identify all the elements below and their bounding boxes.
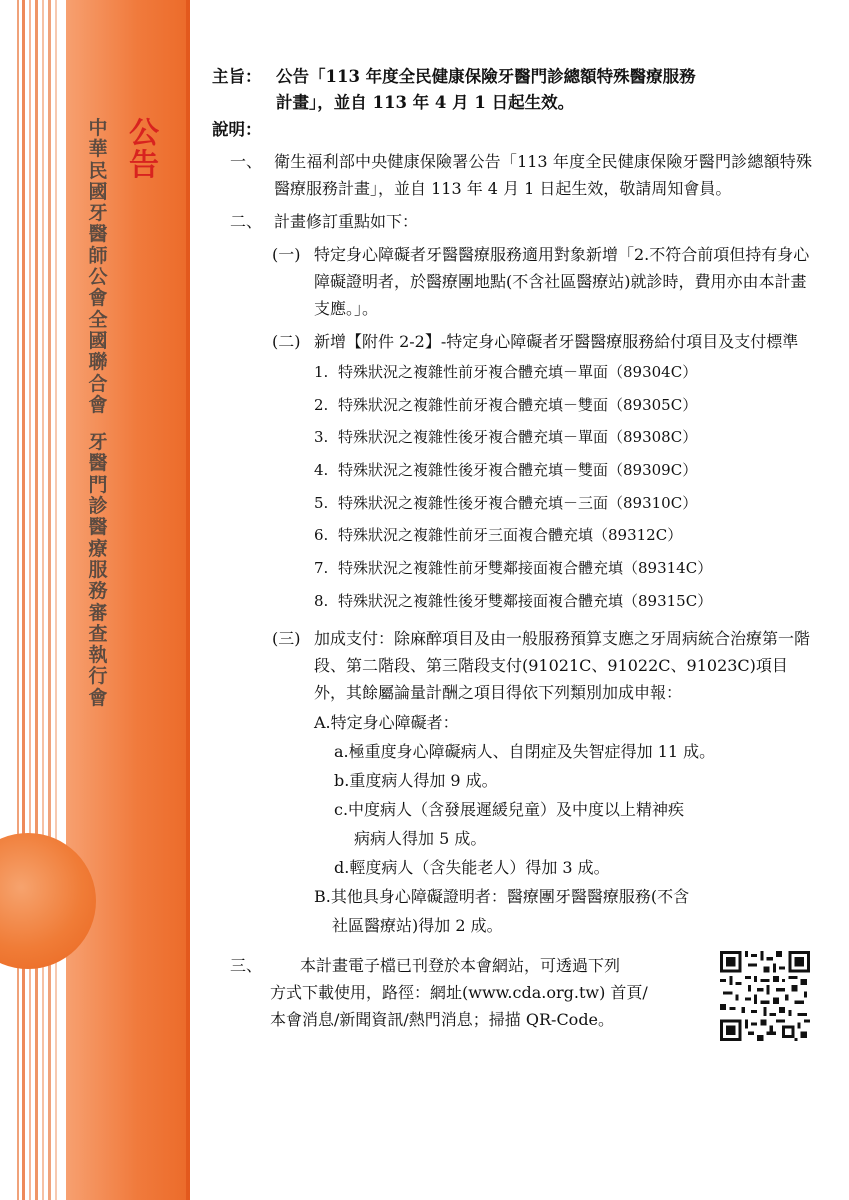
sub-item-2 [212,328,812,355]
list-item [314,422,812,455]
list-index: 7. [314,559,329,578]
notice-title [124,118,164,182]
list-text: 特殊狀況之複雜性後牙複合體充填－三面（89310C） [338,493,698,512]
list-index: 4. [314,461,329,480]
org-name-line2: 牙 醫 門 診 醫 療 服 務 審 查 執 行 會 [88,431,108,709]
sub-item-text: 加成支付：除麻醉項目及由一般服務預算支應之牙周病統合治療第一階段、第二階段、第三階段支付(91021C、91022C、91023C)項目外，其餘屬論量計酬之項目得依下列類別加成申報： [314,628,811,702]
category-a-item-d: d.輕度病人（含失能老人）得加 3 成。 [334,857,610,877]
list-item [314,357,812,390]
list-text: 特殊狀況之複雜性後牙複合體充填－單面（89308C） [338,428,698,447]
fee-code-list [212,357,812,619]
explanation-item-1 [212,148,812,202]
sub-item-text: 新增【附件 2-2】-特定身心障礙者牙醫醫療服務給付項目及支付標準 [314,332,799,351]
list-index: 8. [314,591,329,610]
category-a-item-c-line2: 病病人得加 5 成。 [354,828,487,848]
subject-line2: 計畫」，並自 113 年 4 月 1 日起生效。 [276,93,575,112]
list-index: 6. [314,526,329,545]
list-item [314,553,812,586]
item-text: 計畫修訂重點如下： [274,212,419,231]
item-text: 衛生福利部中央健康保險署公告「113 年度全民健康保險牙醫門診總額特殊醫療服務計畫」，並自 113 年 4 月 1 日起生效，敬請周知會員。 [274,152,812,198]
decorative-stripe [22,0,25,1200]
list-index: 5. [314,493,329,512]
subject-line1: 公告「113 年度全民健康保險牙醫門診總額特殊醫療服務 [276,67,696,86]
decorative-stripe [48,0,51,1200]
decorative-stripe [35,0,38,1200]
list-text: 特殊狀況之複雜性前牙複合體充填－單面（89304C） [338,363,698,381]
sub-item-number: (二) [272,332,301,351]
sub-item-text: 特定身心障礙者牙醫醫療服務適用對象新增「2.不符合前項但持有身心障礙證明者，於醫療團地點(不含社區醫療站)就診時，費用亦由本計畫支應。」。 [314,245,810,318]
list-index: 3. [314,428,329,447]
list-text: 特殊狀況之複雜性前牙三面複合體充填（89312C） [338,526,683,545]
sub-item-number: (一) [272,245,301,264]
decorative-stripe [29,0,31,1200]
list-item [314,488,812,521]
category-a-label: A.特定身心障礙者： [314,712,459,732]
category-a-item-a: a.極重度身心障礙病人、自閉症及失智症得加 11 成。 [334,741,716,761]
list-item [314,520,812,553]
list-item [314,586,812,619]
decorative-stripe [55,0,57,1200]
category-a [212,708,812,940]
list-index: 1. [314,363,329,381]
category-b-line2: 社區醫療站)得加 2 成。 [332,915,503,935]
list-item [314,390,812,423]
item3-line1: 本計畫電子檔已刊登於本會網站，可透過下列 [300,955,621,975]
subject-label: 主旨： [212,67,262,86]
band-edge-line [186,0,190,1200]
decorative-stripe [42,0,44,1200]
explanation-label: 說明： [212,120,262,139]
announcement-content [212,64,812,1033]
list-text: 特殊狀況之複雜性後牙雙鄰接面複合體充填（89315C） [338,591,713,610]
item3-line2: 方式下載使用，路徑：網址(www.cda.org.tw) 首頁/ [270,982,648,1002]
list-text: 特殊狀況之複雜性前牙雙鄰接面複合體充填（89314C） [338,559,713,578]
item-number: 二、 [230,212,263,231]
subject-block [212,64,812,116]
item-number: 三、 [230,955,263,975]
category-b [314,882,812,940]
list-text: 特殊狀況之複雜性前牙複合體充填－雙面（89305C） [338,395,698,414]
sub-item-1 [212,241,812,322]
decorative-stripe [17,0,19,1200]
category-a-item-c-line1: c.中度病人（含發展遲緩兒童）及中度以上精神疾 [334,799,685,819]
list-item [314,455,812,488]
org-name-gap [86,416,110,432]
organization-name-vertical [86,118,110,709]
qr-code-image[interactable] [720,951,810,1041]
item3-line3: 本會消息/新聞資訊/熱門消息；掃描 QR-Code。 [270,1009,615,1029]
category-a-item-b: b.重度病人得加 9 成。 [334,770,498,790]
org-name-line1: 中 華 民 國 牙 醫 師 公 會 全 國 聯 合 會 [88,117,108,416]
list-index: 2. [314,395,329,414]
list-text: 特殊狀況之複雜性後牙複合體充填－雙面（89309C） [338,461,698,480]
sub-item-number: (三) [272,628,301,648]
item-number: 一、 [230,152,263,171]
explanation-item-3 [212,952,812,1033]
sub-item-3 [212,625,812,706]
item-text [212,952,705,1033]
category-b-line1: B.其他具身心障礙證明者：醫療團牙醫醫療服務(不含 [314,886,690,906]
category-a-item-c [314,795,812,853]
left-decorative-band [0,0,190,1200]
explanation-item-2 [212,208,812,235]
notice-title-text: 公 告 [129,116,159,183]
